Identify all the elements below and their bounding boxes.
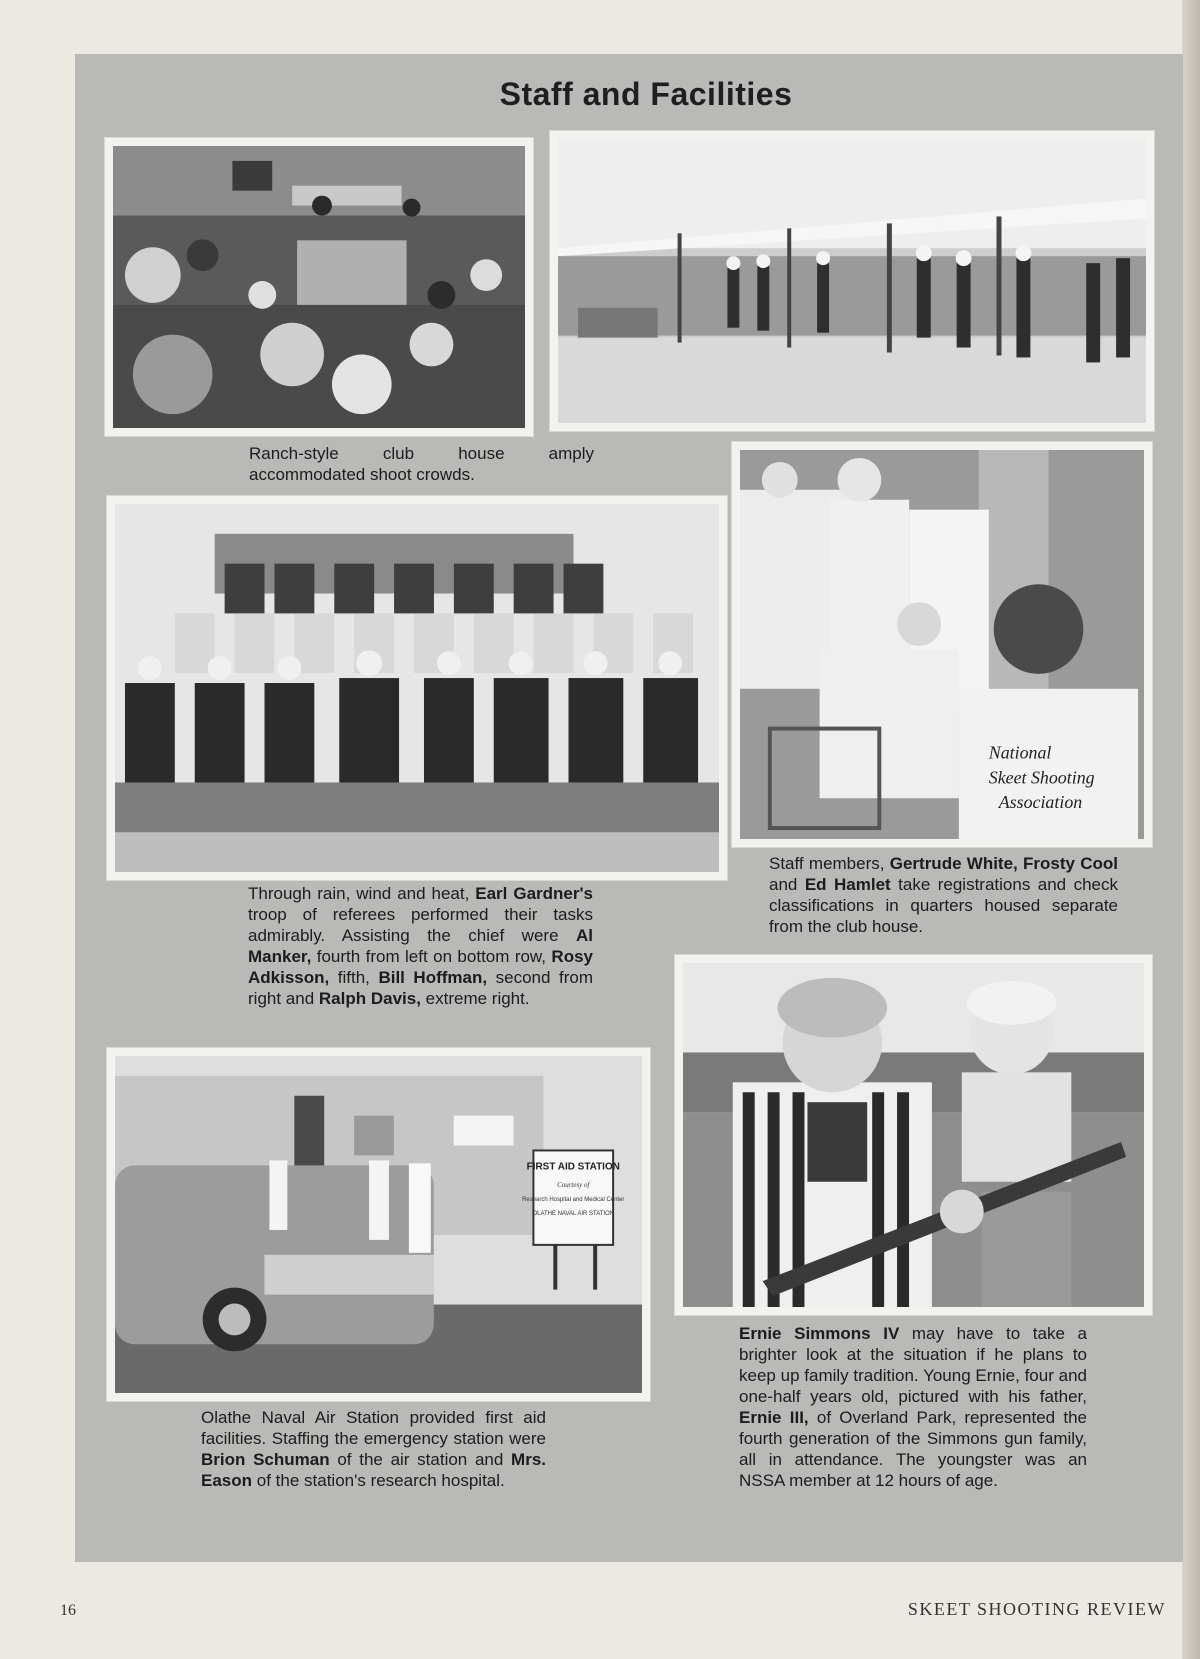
photo-clubhouse-interior-image [113, 146, 525, 428]
caption-name: Ernie Simmons IV [739, 1324, 900, 1343]
caption-name: Gertrude White, Frosty Cool [889, 854, 1118, 873]
photo-clubhouse-interior [104, 137, 534, 437]
binding-gutter [1182, 0, 1200, 1659]
caption-clubhouse: Ranch-style club house amply accommodated shoot crowds. [249, 444, 594, 484]
caption-name: Ralph Davis, [318, 989, 421, 1008]
publication-name: SKEET SHOOTING REVIEW [907, 1599, 1166, 1619]
photo-staff-registrations [731, 441, 1153, 848]
caption-name: Ed Hamlet [804, 875, 891, 894]
photo-first-aid-station [106, 1047, 651, 1402]
sign-title: FIRST AID STATION [526, 1161, 620, 1173]
caption-referees: Through rain, wind and heat, Earl Gardner's troop of referees performed their tasks admirably. Assisting the chief were Al Manker, fourth from left on bottom row, Rosy Adkisson, fifth, Bill Hoffman, second from right and Ralph Davis, extreme right. [248, 884, 593, 1008]
photo-first-aid-station-image [115, 1056, 642, 1393]
photo-clubhouse-porch [549, 130, 1155, 432]
shirt-text: National [988, 742, 1052, 763]
photo-simmons-father-son-image [683, 963, 1144, 1307]
svg-text:OLATHE NAVAL AIR STATION: OLATHE NAVAL AIR STATION [532, 1211, 615, 1218]
caption-simmons: Ernie Simmons IV may have to take a brighter look at the situation if he plans to keep up family tradition. Young Ernie, four and one-half years old, pictured with his father, Ernie III, of Overland Park, represented the fourth generation of the Simmons gun family, all in attendance. The youngster was an NSSA member at 12 hours of age. [739, 1324, 1087, 1490]
caption-name: Ernie III, [739, 1408, 809, 1427]
page-title: Staff and Facilities [499, 76, 793, 112]
caption-name: Mrs. Eason [201, 1450, 547, 1490]
caption-name: Bill Hoffman, [378, 968, 488, 987]
caption-first-aid: Olathe Naval Air Station provided first aid facilities. Staffing the emergency station were Brion Schuman of the air station and Mrs. Eason of the station's research hospital. [201, 1408, 547, 1490]
caption-name: Earl Gardner's [475, 884, 593, 903]
photo-clubhouse-porch-image [558, 139, 1146, 423]
svg-text:Skeet Shooting: Skeet Shooting [988, 767, 1095, 788]
svg-text:Research Hospital and Medical: Research Hospital and Medical Center [522, 1197, 625, 1204]
photo-staff-registrations-image [740, 450, 1144, 839]
caption-name: Brion Schuman [201, 1450, 330, 1469]
svg-text:Association: Association [998, 792, 1083, 813]
caption-staff: Staff members, Gertrude White, Frosty Cool and Ed Hamlet take registrations and check classifications in quarters housed separate from the club house. [769, 854, 1118, 936]
caption-name: Rosy Adkisson, [248, 947, 593, 987]
caption-name: Al Manker, [248, 926, 593, 966]
svg-text:Courtesy of: Courtesy of [557, 1181, 590, 1190]
photo-referees-group-image [115, 504, 719, 872]
photo-referees-group [106, 495, 728, 881]
page-number: 16 [60, 1602, 76, 1619]
photo-simmons-father-son [674, 954, 1153, 1316]
